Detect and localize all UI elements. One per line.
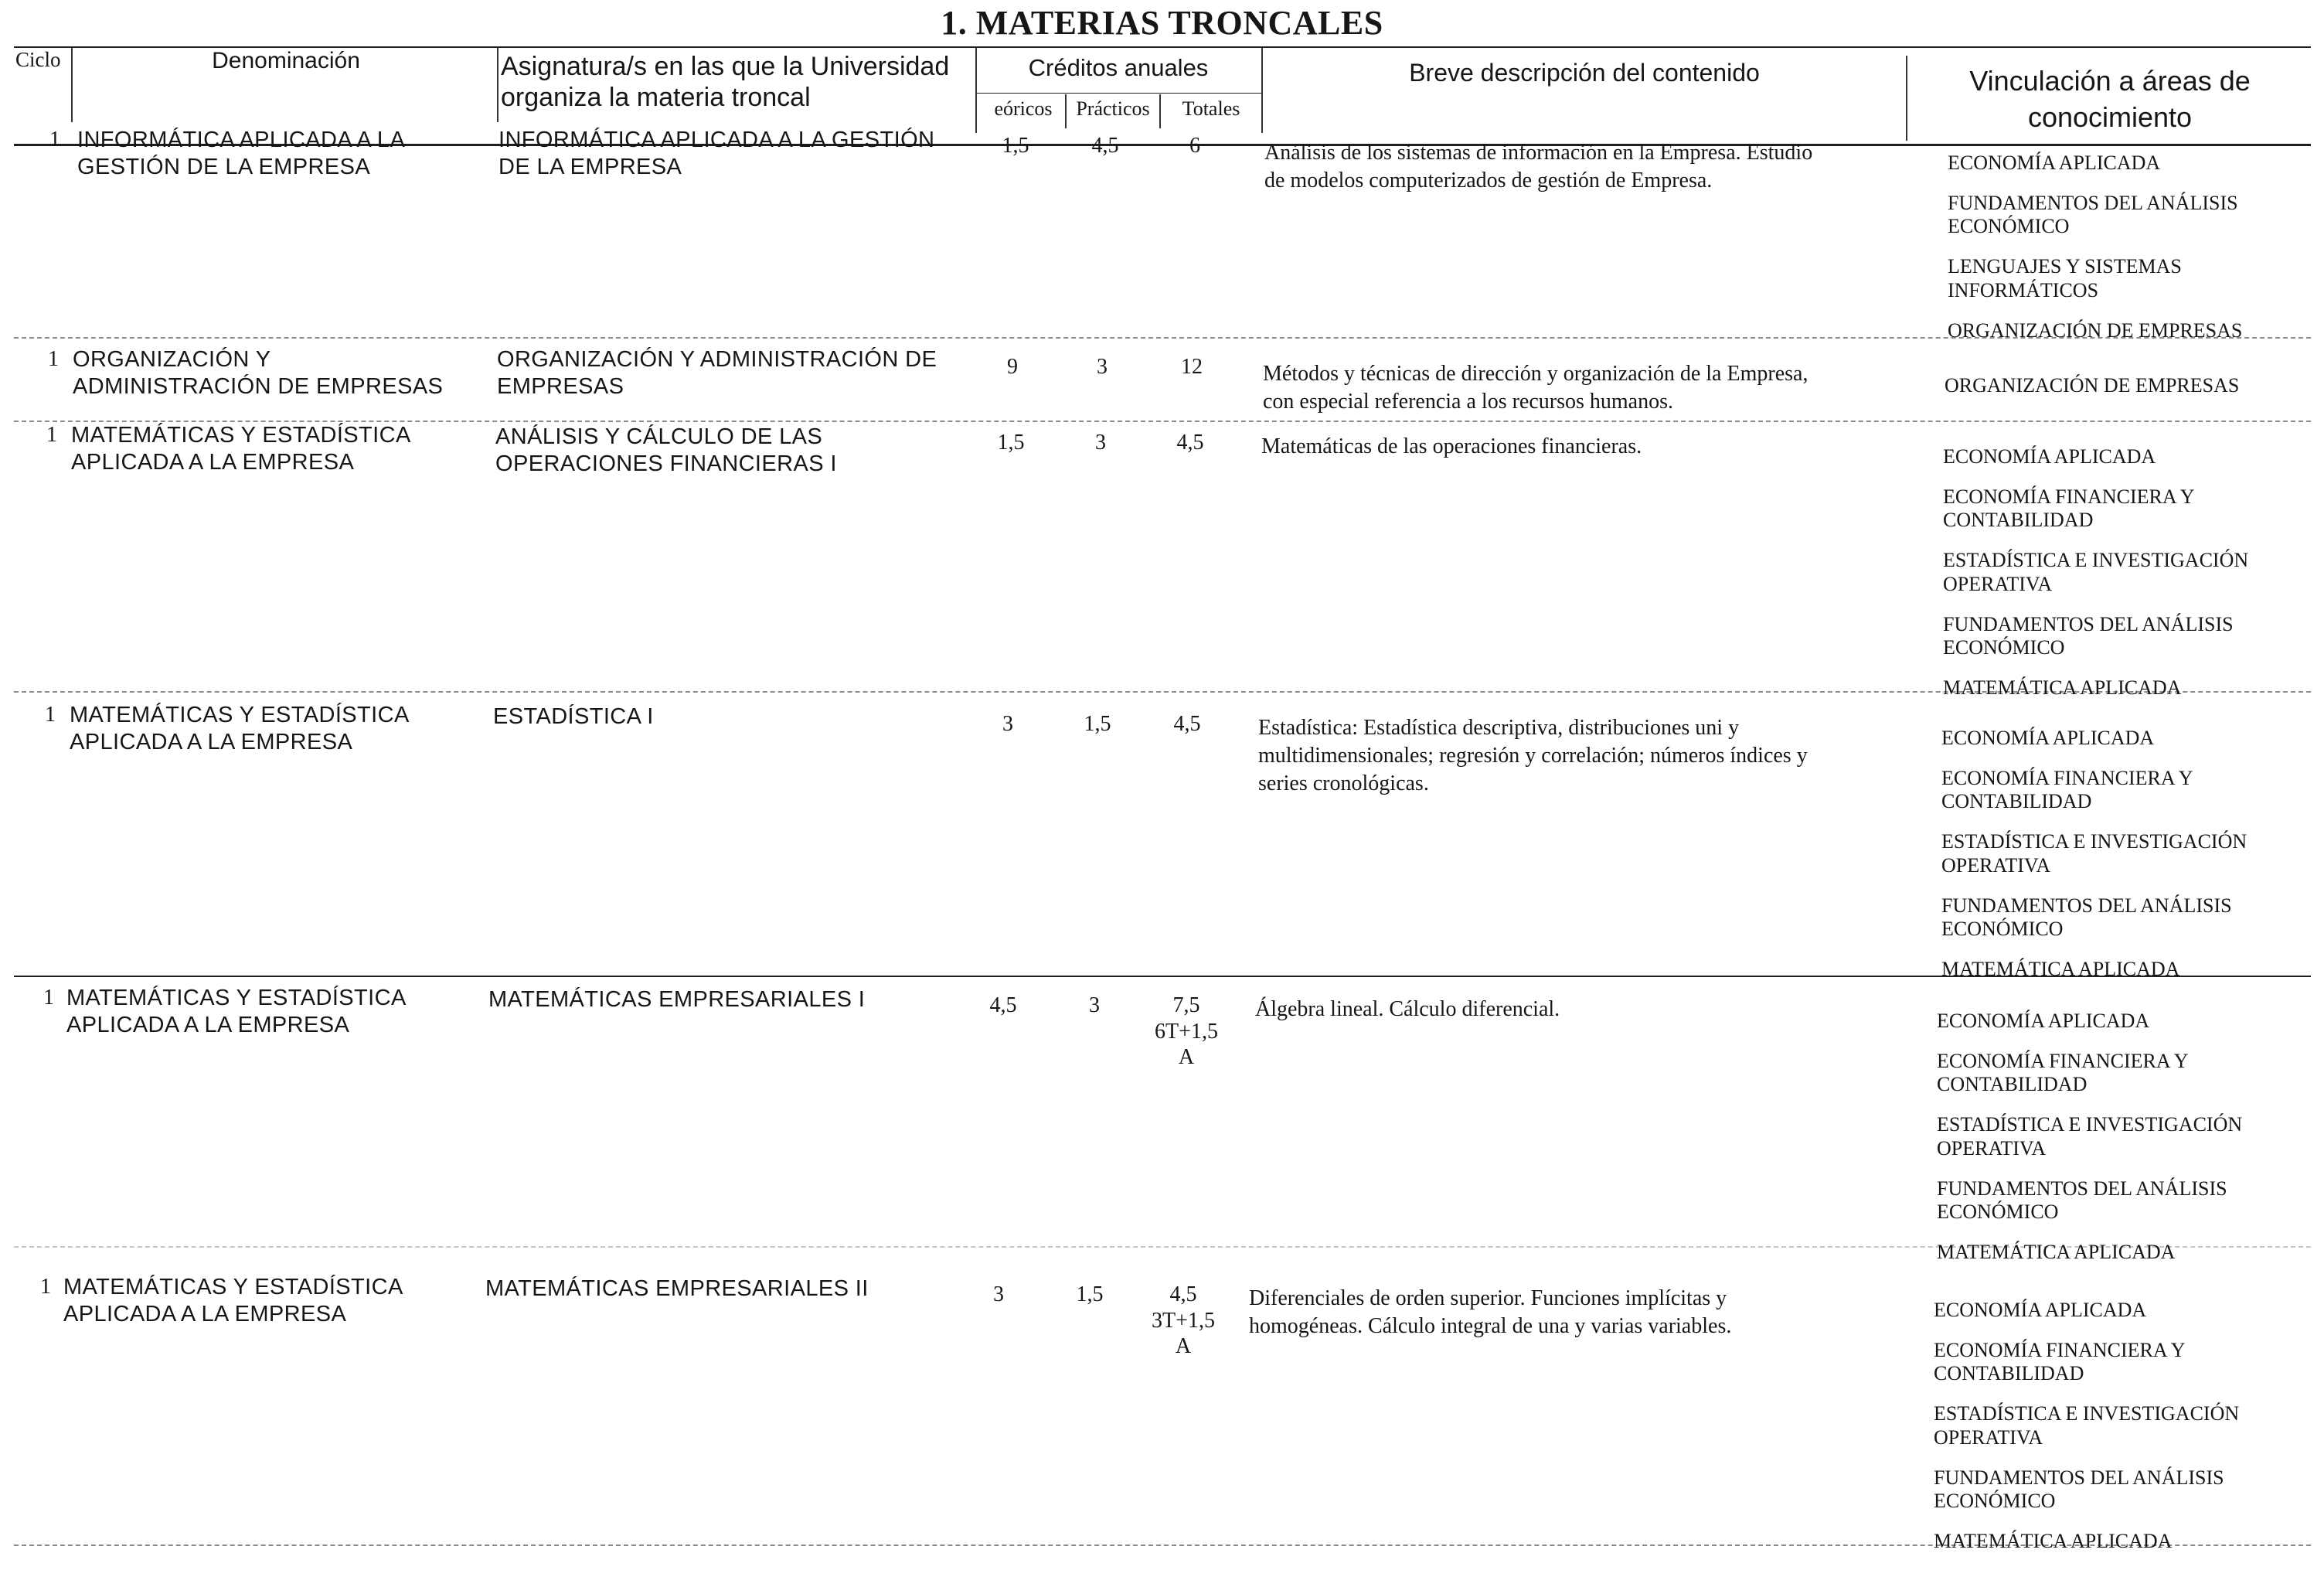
row-areas [1945,374,2239,414]
row-totales: 4,5 [1173,712,1201,736]
header-descripcion: Breve descripción del contenido [1409,59,1760,87]
row-ciclo: 1 [49,128,60,152]
column-divider [1906,56,1907,141]
area-item: ECONOMÍA FINANCIERA Y CONTABILIDAD [1934,1339,2186,1385]
row-asignatura: ESTADÍSTICA I [493,704,654,729]
row-descripcion: Diferenciales de orden superior. Funciones implícitas y homogéneas. Cálculo integral de una y varias variables. [1249,1286,1732,1338]
row-practicos: 4,5 [1091,134,1119,158]
row-descripcion: Matemáticas de las operaciones financieras. [1261,434,1642,458]
row-denominacion: MATEMÁTICAS Y ESTADÍSTICA APLICADA A LA EMPRESA [71,423,411,475]
row-ciclo: 1 [48,347,59,371]
area-item: ECONOMÍA FINANCIERA Y CONTABILIDAD [1941,767,2193,813]
column-divider [497,48,498,122]
area-item: FUNDAMENTOS DEL ANÁLISIS ECONÓMICO [1934,1466,2224,1512]
header-teoricos: eóricos [994,97,1053,120]
area-item: ORGANIZACIÓN DE EMPRESAS [1945,374,2240,397]
row-teoricos: 3 [993,1282,1004,1306]
header-vinculacion: Vinculación a áreas de conocimiento [1969,65,2251,133]
row-practicos: 3 [1095,431,1106,455]
row-totales: 7,5 6T+1,5 A [1155,993,1218,1070]
row-asignatura: ORGANIZACIÓN Y ADMINISTRACIÓN DE EMPRESAS [497,347,937,399]
area-item: MATEMÁTICA APLICADA [1934,1530,2173,1553]
row-practicos: 3 [1089,993,1100,1017]
area-item: ECONOMÍA APLICADA [1937,1010,2150,1032]
row-totales: 12 [1181,355,1203,379]
header-practicos: Prácticos [1076,97,1150,120]
header-denominacion: Denominación [212,48,360,73]
area-item: ECONOMÍA FINANCIERA Y CONTABILIDAD [1937,1050,2189,1096]
row-denominacion: ORGANIZACIÓN Y ADMINISTRACIÓN DE EMPRESAS [73,347,444,399]
row-ciclo: 1 [40,1275,51,1299]
row-asignatura: INFORMÁTICA APLICADA A LA GESTIÓN DE LA EMPRESA [498,128,935,179]
row-totales: 6 [1189,134,1200,158]
row-teoricos: 4,5 [989,993,1017,1017]
area-item: ECONOMÍA APLICADA [1934,1299,2147,1321]
row-teoricos: 3 [1002,712,1013,736]
area-item: MATEMÁTICA APLICADA [1941,958,2180,981]
row-denominacion: MATEMÁTICAS Y ESTADÍSTICA APLICADA A LA EMPRESA [70,703,410,754]
row-denominacion: INFORMÁTICA APLICADA A LA GESTIÓN DE LA EMPRESA [77,128,406,179]
row-descripcion: Métodos y técnicas de dirección y organización de la Empresa, con especial referencia a los recursos humanos. [1263,362,1809,414]
row-totales: 4,5 3T+1,5 A [1152,1282,1215,1359]
row-areas [1934,1299,2239,1570]
area-item: LENGUAJES Y SISTEMAS INFORMÁTICOS [1948,255,2182,301]
row-ciclo: 1 [46,423,57,447]
area-item: MATEMÁTICA APLICADA [1943,676,2182,700]
row-teoricos: 1,5 [997,431,1025,455]
row-descripcion: Análisis de los sistemas de información en la Empresa. Estudio de modelos computerizados de gestión de Empresa. [1264,141,1813,192]
column-divider [71,48,73,122]
area-item: ORGANIZACIÓN DE EMPRESAS [1948,318,2243,342]
row-practicos: 1,5 [1084,712,1111,736]
area-item: FUNDAMENTOS DEL ANÁLISIS ECONÓMICO [1937,1177,2227,1223]
area-item: ESTADÍSTICA E INVESTIGACIÓN OPERATIVA [1943,549,2249,595]
row-asignatura: ANÁLISIS Y CÁLCULO DE LAS OPERACIONES FINANCIERAS I [495,424,837,476]
header-ciclo: Ciclo [15,48,61,71]
area-item: ESTADÍSTICA E INVESTIGACIÓN OPERATIVA [1934,1402,2240,1449]
header-creditos: Créditos anuales [1028,54,1209,81]
area-item: ECONOMÍA FINANCIERA Y CONTABILIDAD [1943,485,2195,532]
row-ciclo: 1 [45,703,56,727]
column-divider [1261,48,1263,133]
row-totales: 4,5 [1176,431,1204,455]
row-asignatura: MATEMÁTICAS EMPRESARIALES I [488,987,866,1012]
row-areas [1943,445,2248,717]
area-item: FUNDAMENTOS DEL ANÁLISIS ECONÓMICO [1943,612,2234,659]
area-item: ECONOMÍA APLICADA [1948,152,2161,174]
header-totales: Totales [1182,97,1240,120]
area-item: ESTADÍSTICA E INVESTIGACIÓN OPERATIVA [1941,830,2247,877]
area-item: FUNDAMENTOS DEL ANÁLISIS ECONÓMICO [1948,192,2238,238]
row-practicos: 1,5 [1076,1282,1104,1306]
area-item: ECONOMÍA APLICADA [1941,727,2155,749]
row-descripcion: Álgebra lineal. Cálculo diferencial. [1255,997,1560,1021]
row-denominacion: MATEMÁTICAS Y ESTADÍSTICA APLICADA A LA EMPRESA [63,1275,403,1326]
row-ciclo: 1 [43,986,54,1010]
row-areas [1937,1010,2242,1281]
row-practicos: 3 [1097,355,1108,379]
row-teoricos: 1,5 [1002,134,1029,158]
header-asignatura: Asignatura/s en las que la Universidad organiza la materia troncal [501,52,950,113]
area-item: FUNDAMENTOS DEL ANÁLISIS ECONÓMICO [1941,894,2232,940]
area-item: ESTADÍSTICA E INVESTIGACIÓN OPERATIVA [1937,1113,2243,1160]
page-title: 1. MATERIAS TRONCALES [941,4,1383,42]
area-item: MATEMÁTICA APLICADA [1937,1241,2176,1264]
row-areas [1948,152,2242,359]
area-item: ECONOMÍA APLICADA [1943,445,2156,468]
row-teoricos: 9 [1007,355,1018,379]
credits-subheader-rule [975,93,1261,94]
row-descripcion: Estadística: Estadística descriptiva, distribuciones uni y multidimensionales; regresión y correlación; números índices y series cronológicas. [1258,716,1808,795]
row-asignatura: MATEMÁTICAS EMPRESARIALES II [485,1276,869,1301]
row-areas [1941,727,2247,998]
row-denominacion: MATEMÁTICAS Y ESTADÍSTICA APLICADA A LA EMPRESA [66,986,407,1037]
